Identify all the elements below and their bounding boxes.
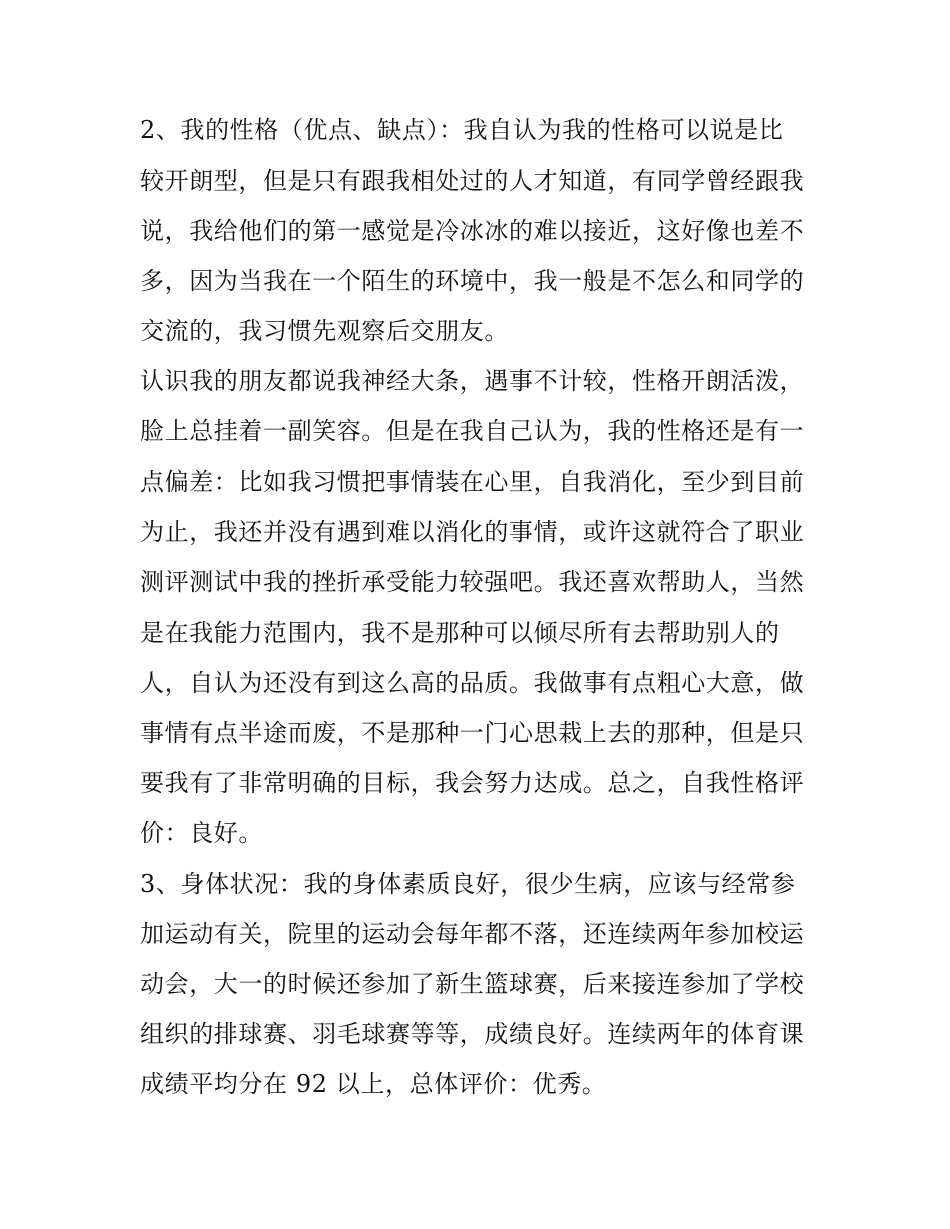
text-line-18: 动会，大一的时候还参加了新生篮球赛，后来接连参加了学校: [140, 970, 805, 998]
text-line-11: 是在我能力范围内，我不是那种可以倾尽所有去帮助别人的: [140, 619, 780, 647]
text-line-3: 说，我给他们的第一感觉是冷冰冰的难以接近，这好像也差不: [140, 217, 805, 245]
text-line-5: 交流的，我习惯先观察后交朋友。: [140, 317, 509, 345]
text-line-20: 成绩平均分在 92 以上，总体评价：优秀。: [140, 1070, 607, 1098]
text-line-13: 事情有点半途而废，不是那种一门心思栽上去的那种，但是只: [140, 719, 805, 747]
text-line-10: 测评测试中我的挫折承受能力较强吧。我还喜欢帮助人，当然: [140, 568, 805, 596]
text-line-1: 2、我的性格（优点、缺点）：我自认为我的性格可以说是比: [140, 116, 784, 144]
text-line-14: 要我有了非常明确的目标，我会努力达成。总之，自我性格评: [140, 769, 805, 797]
text-line-12: 人，自认为还没有到这么高的品质。我做事有点粗心大意，做: [140, 669, 805, 697]
text-line-8: 点偏差：比如我习惯把事情装在心里，自我消化，至少到目前: [140, 468, 805, 496]
text-line-19: 组织的排球赛、羽毛球赛等等，成绩良好。连续两年的体育课: [140, 1020, 805, 1048]
text-line-9: 为止，我还并没有遇到难以消化的事情，或许这就符合了职业: [140, 518, 805, 546]
text-line-4: 多，因为当我在一个陌生的环境中，我一般是不怎么和同学的: [140, 267, 805, 295]
text-line-15: 价：良好。: [140, 819, 263, 847]
text-line-16: 3、身体状况：我的身体素质良好，很少生病，应该与经常参: [140, 870, 796, 898]
text-line-6: 认识我的朋友都说我神经大条，遇事不计较，性格开朗活泼，: [140, 367, 805, 395]
text-line-17: 加运动有关，院里的运动会每年都不落，还连续两年参加校运: [140, 920, 805, 948]
text-line-2: 较开朗型，但是只有跟我相处过的人才知道，有同学曾经跟我: [140, 167, 805, 195]
text-line-7: 脸上总挂着一副笑容。但是在我自己认为，我的性格还是有一: [140, 417, 805, 445]
